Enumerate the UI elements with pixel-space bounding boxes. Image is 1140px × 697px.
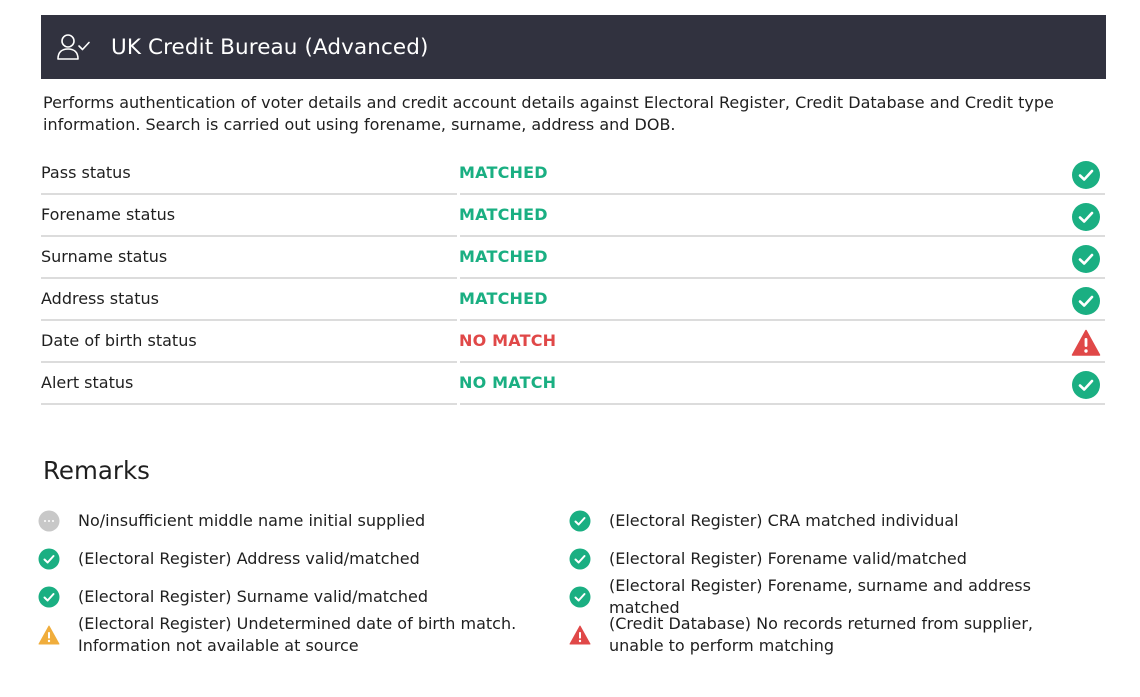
- user-check-icon: [56, 32, 92, 62]
- remark-text: (Electoral Register) CRA matched individual: [609, 511, 959, 530]
- row-label: Pass status: [41, 163, 131, 182]
- alert-triangle-icon: [569, 624, 591, 646]
- check-circle-icon: [38, 548, 60, 570]
- row-value: MATCHED: [459, 163, 548, 182]
- check-circle-icon: [569, 586, 591, 608]
- status-table: [41, 153, 1105, 405]
- section-header: [41, 15, 1106, 79]
- check-circle-icon: [38, 586, 60, 608]
- table-row-address-status: [41, 279, 1105, 321]
- table-row-forename-status: [41, 195, 1105, 237]
- neutral-circle-icon: [38, 510, 60, 532]
- section-title: UK Credit Bureau (Advanced): [111, 34, 429, 60]
- remark-text: (Credit Database) No records returned from supplier, unable to perform matching: [609, 614, 1034, 655]
- row-label: Forename status: [41, 205, 176, 224]
- remark-text: (Electoral Register) Forename valid/matched: [609, 549, 967, 568]
- row-value: MATCHED: [459, 289, 548, 308]
- alert-triangle-icon: [1071, 328, 1101, 358]
- table-row-alert-status: [41, 363, 1105, 405]
- row-value: NO MATCH: [459, 373, 557, 392]
- row-label: Surname status: [41, 247, 168, 266]
- row-label: Date of birth status: [41, 331, 197, 350]
- check-circle-icon: [1071, 244, 1101, 274]
- check-circle-icon: [1071, 202, 1101, 232]
- row-value: MATCHED: [459, 205, 548, 224]
- check-circle-icon: [569, 510, 591, 532]
- remarks-title: Remarks: [43, 456, 150, 485]
- remark-text: (Electoral Register) Surname valid/matched: [78, 587, 428, 606]
- section-description: Performs authentication of voter details and credit account details against Electoral Register, Credit Database and Credit type information. Search is carried out using forename, surname, address and DOB.: [43, 93, 1054, 134]
- remark-text: (Electoral Register) Undetermined date of birth match. Information not available at source: [78, 614, 517, 655]
- warning-triangle-icon: [38, 624, 60, 646]
- table-row-surname-status: [41, 237, 1105, 279]
- row-label: Alert status: [41, 373, 134, 392]
- row-value: NO MATCH: [459, 331, 557, 350]
- row-label: Address status: [41, 289, 159, 308]
- check-circle-icon: [569, 548, 591, 570]
- table-row-dob-status: [41, 321, 1105, 363]
- remark-text: No/insufficient middle name initial supplied: [78, 511, 426, 530]
- remark-text: (Electoral Register) Forename, surname and address matched: [609, 576, 1031, 617]
- table-row-pass-status: [41, 153, 1105, 195]
- remark-text: (Electoral Register) Address valid/matched: [78, 549, 420, 568]
- check-circle-icon: [1071, 286, 1101, 316]
- check-circle-icon: [1071, 370, 1101, 400]
- check-circle-icon: [1071, 160, 1101, 190]
- row-value: MATCHED: [459, 247, 548, 266]
